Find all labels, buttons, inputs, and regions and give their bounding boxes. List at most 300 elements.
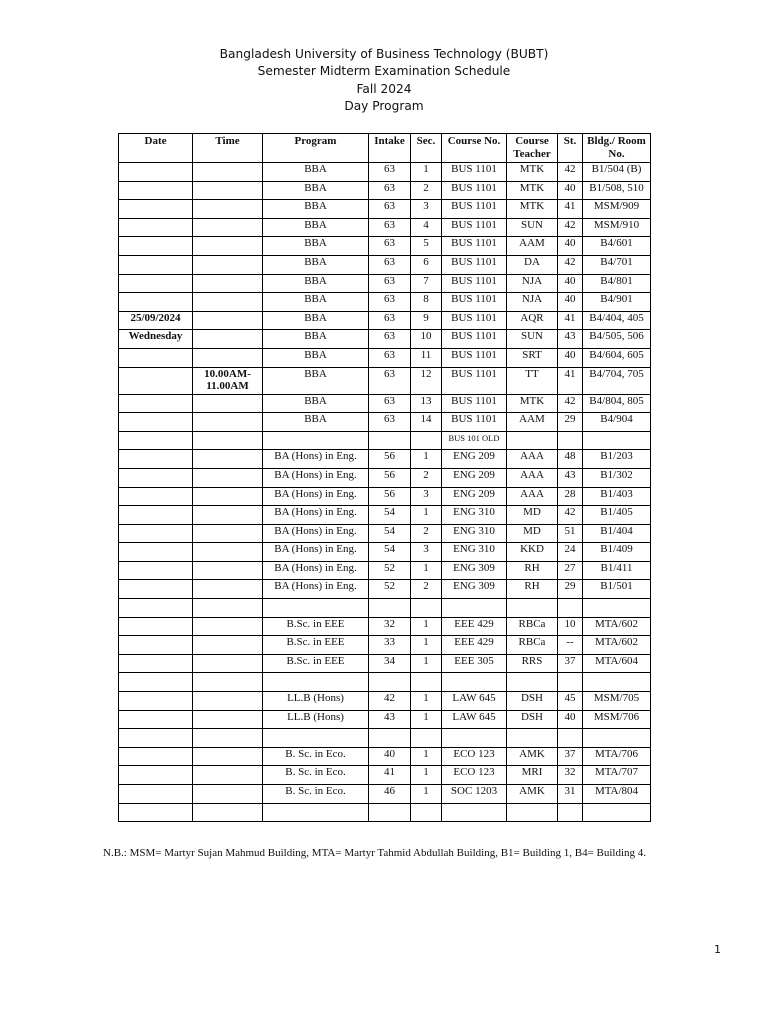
- intake-cell: 52: [369, 561, 411, 580]
- section-cell: 2: [411, 580, 442, 599]
- students-cell: 41: [558, 367, 583, 394]
- section-cell: 11: [411, 348, 442, 367]
- course-no-cell: [442, 673, 507, 692]
- room-cell: B1/409: [583, 543, 651, 562]
- column-header-intake: Intake: [369, 134, 411, 163]
- time-cell: [193, 431, 263, 450]
- course-no-cell: [442, 803, 507, 822]
- date-cell: [119, 200, 193, 219]
- room-cell: B1/411: [583, 561, 651, 580]
- teacher-cell: RBCa: [507, 636, 558, 655]
- table-row: [119, 692, 651, 711]
- intake-cell: 43: [369, 710, 411, 729]
- schedule-title: Semester Midterm Examination Schedule: [257, 64, 511, 79]
- table-header-row: [119, 134, 651, 163]
- section-cell: 4: [411, 218, 442, 237]
- date-cell: [119, 636, 193, 655]
- intake-cell: 63: [369, 255, 411, 274]
- date-cell: [119, 413, 193, 432]
- time-cell: [193, 710, 263, 729]
- time-cell: [193, 330, 263, 349]
- students-cell: 48: [558, 450, 583, 469]
- teacher-cell: SUN: [507, 218, 558, 237]
- time-cell: [193, 163, 263, 182]
- section-cell: 2: [411, 181, 442, 200]
- room-cell: B4/804, 805: [583, 394, 651, 413]
- program-cell: BA (Hons) in Eng.: [263, 580, 369, 599]
- students-cell: 37: [558, 654, 583, 673]
- room-cell: [583, 431, 651, 450]
- students-cell: 40: [558, 348, 583, 367]
- time-cell: [193, 785, 263, 804]
- room-cell: [583, 673, 651, 692]
- teacher-cell: MTK: [507, 394, 558, 413]
- students-cell: 40: [558, 710, 583, 729]
- section-cell: 14: [411, 413, 442, 432]
- students-cell: 29: [558, 413, 583, 432]
- program-cell: B. Sc. in Eco.: [263, 785, 369, 804]
- teacher-cell: SRT: [507, 348, 558, 367]
- time-cell: [193, 506, 263, 525]
- program-cell: BBA: [263, 330, 369, 349]
- intake-cell: 63: [369, 181, 411, 200]
- room-cell: B4/904: [583, 413, 651, 432]
- date-cell: [119, 293, 193, 312]
- table-row: [119, 394, 651, 413]
- teacher-cell: KKD: [507, 543, 558, 562]
- time-cell: [193, 348, 263, 367]
- date-cell: [119, 580, 193, 599]
- section-cell: 1: [411, 654, 442, 673]
- students-cell: 41: [558, 311, 583, 330]
- intake-cell: 34: [369, 654, 411, 673]
- teacher-cell: [507, 431, 558, 450]
- section-cell: 12: [411, 367, 442, 394]
- time-cell: [193, 200, 263, 219]
- students-cell: [558, 729, 583, 748]
- students-cell: 42: [558, 394, 583, 413]
- room-cell: MSM/910: [583, 218, 651, 237]
- time-cell: [193, 450, 263, 469]
- students-cell: 45: [558, 692, 583, 711]
- intake-cell: 40: [369, 747, 411, 766]
- course-no-cell: BUS 1101: [442, 293, 507, 312]
- program-cell: [263, 599, 369, 618]
- table-row: [119, 330, 651, 349]
- section-cell: 1: [411, 710, 442, 729]
- date-cell: [119, 673, 193, 692]
- program-cell: B.Sc. in EEE: [263, 636, 369, 655]
- teacher-cell: [507, 673, 558, 692]
- intake-cell: 63: [369, 274, 411, 293]
- section-cell: 3: [411, 200, 442, 219]
- section-cell: 8: [411, 293, 442, 312]
- time-cell: [193, 580, 263, 599]
- students-cell: 27: [558, 561, 583, 580]
- room-cell: MTA/706: [583, 747, 651, 766]
- intake-cell: 42: [369, 692, 411, 711]
- section-cell: 10: [411, 330, 442, 349]
- table-row: [119, 673, 651, 692]
- intake-cell: 32: [369, 617, 411, 636]
- students-cell: 10: [558, 617, 583, 636]
- time-cell: [193, 543, 263, 562]
- time-cell: [193, 747, 263, 766]
- course-no-cell: BUS 1101: [442, 348, 507, 367]
- teacher-cell: SUN: [507, 330, 558, 349]
- room-cell: B4/901: [583, 293, 651, 312]
- table-row: [119, 181, 651, 200]
- table-row: [119, 274, 651, 293]
- students-cell: 24: [558, 543, 583, 562]
- page-number: 1: [714, 943, 721, 956]
- room-cell: B1/302: [583, 468, 651, 487]
- section-cell: 2: [411, 524, 442, 543]
- time-cell: [193, 599, 263, 618]
- section-cell: 3: [411, 543, 442, 562]
- room-cell: MSM/706: [583, 710, 651, 729]
- program-cell: LL.B (Hons): [263, 692, 369, 711]
- room-cell: B1/203: [583, 450, 651, 469]
- program-cell: [263, 803, 369, 822]
- course-no-cell: [442, 729, 507, 748]
- teacher-cell: AAA: [507, 450, 558, 469]
- room-cell: B1/403: [583, 487, 651, 506]
- date-cell: [119, 747, 193, 766]
- teacher-cell: DSH: [507, 710, 558, 729]
- date-cell: [119, 487, 193, 506]
- course-no-cell: EEE 305: [442, 654, 507, 673]
- time-cell: [193, 803, 263, 822]
- section-cell: 1: [411, 766, 442, 785]
- time-cell: [193, 413, 263, 432]
- section-cell: 1: [411, 636, 442, 655]
- intake-cell: 63: [369, 367, 411, 394]
- table-row: [119, 450, 651, 469]
- date-cell: [119, 181, 193, 200]
- intake-cell: 56: [369, 487, 411, 506]
- students-cell: 43: [558, 330, 583, 349]
- semester-label: Fall 2024: [356, 81, 412, 96]
- teacher-cell: MTK: [507, 163, 558, 182]
- course-no-cell: BUS 1101: [442, 200, 507, 219]
- teacher-cell: RH: [507, 580, 558, 599]
- program-cell: BA (Hons) in Eng.: [263, 468, 369, 487]
- table-row: [119, 580, 651, 599]
- table-row: [119, 468, 651, 487]
- students-cell: 41: [558, 200, 583, 219]
- program-cell: BA (Hons) in Eng.: [263, 506, 369, 525]
- section-cell: 3: [411, 487, 442, 506]
- table-row: [119, 747, 651, 766]
- intake-cell: 56: [369, 468, 411, 487]
- table-row: [119, 561, 651, 580]
- course-no-cell: ENG 310: [442, 543, 507, 562]
- teacher-cell: NJA: [507, 274, 558, 293]
- section-cell: 7: [411, 274, 442, 293]
- intake-cell: 63: [369, 311, 411, 330]
- course-no-cell: EEE 429: [442, 636, 507, 655]
- table-row: [119, 599, 651, 618]
- date-cell: [119, 394, 193, 413]
- section-cell: 5: [411, 237, 442, 256]
- footnote: N.B.: MSM= Martyr Sujan Mahmud Building, MTA= Martyr Tahmid Abdullah Building, B1= Building 1, B4= Building 4.: [103, 847, 647, 859]
- course-no-cell: BUS 1101: [442, 218, 507, 237]
- date-cell: [119, 255, 193, 274]
- date-cell: [119, 803, 193, 822]
- table-row: [119, 506, 651, 525]
- section-cell: [411, 803, 442, 822]
- students-cell: --: [558, 636, 583, 655]
- intake-cell: [369, 599, 411, 618]
- time-cell: [193, 468, 263, 487]
- intake-cell: 41: [369, 766, 411, 785]
- date-cell: [119, 654, 193, 673]
- table-row: [119, 367, 651, 394]
- old-course-note: BUS 101 OLD: [442, 431, 507, 450]
- intake-cell: [369, 729, 411, 748]
- teacher-cell: AMK: [507, 785, 558, 804]
- teacher-cell: AAA: [507, 487, 558, 506]
- course-no-cell: ENG 310: [442, 506, 507, 525]
- course-no-cell: BUS 1101: [442, 255, 507, 274]
- teacher-cell: [507, 599, 558, 618]
- date-cell: [119, 468, 193, 487]
- course-no-cell: BUS 1101: [442, 163, 507, 182]
- time-cell: [193, 255, 263, 274]
- date-cell: [119, 348, 193, 367]
- date-cell: [119, 710, 193, 729]
- course-no-cell: LAW 645: [442, 692, 507, 711]
- table-row: [119, 218, 651, 237]
- teacher-cell: NJA: [507, 293, 558, 312]
- room-cell: MTA/602: [583, 617, 651, 636]
- course-no-cell: BUS 1101: [442, 181, 507, 200]
- course-no-cell: ENG 209: [442, 468, 507, 487]
- program-cell: BA (Hons) in Eng.: [263, 487, 369, 506]
- program-cell: [263, 673, 369, 692]
- program-cell: B.Sc. in EEE: [263, 617, 369, 636]
- room-cell: [583, 729, 651, 748]
- course-no-cell: BUS 1101: [442, 413, 507, 432]
- students-cell: [558, 673, 583, 692]
- students-cell: 42: [558, 163, 583, 182]
- room-cell: MTA/602: [583, 636, 651, 655]
- room-cell: MSM/909: [583, 200, 651, 219]
- intake-cell: 63: [369, 330, 411, 349]
- students-cell: [558, 599, 583, 618]
- students-cell: 40: [558, 237, 583, 256]
- students-cell: 37: [558, 747, 583, 766]
- date-cell: [119, 766, 193, 785]
- table-row: [119, 524, 651, 543]
- students-cell: 42: [558, 506, 583, 525]
- exam-schedule-table: [118, 133, 651, 822]
- intake-cell: 63: [369, 413, 411, 432]
- column-header-students: St.: [558, 134, 583, 163]
- date-cell: 25/09/2024: [119, 311, 193, 330]
- program-cell: [263, 729, 369, 748]
- students-cell: [558, 431, 583, 450]
- date-cell: [119, 692, 193, 711]
- room-cell: B1/405: [583, 506, 651, 525]
- section-cell: 1: [411, 617, 442, 636]
- time-cell: [193, 394, 263, 413]
- date-cell: [119, 431, 193, 450]
- time-cell: [193, 311, 263, 330]
- date-cell: [119, 524, 193, 543]
- intake-cell: [369, 673, 411, 692]
- students-cell: 29: [558, 580, 583, 599]
- course-no-cell: ENG 310: [442, 524, 507, 543]
- table-row: [119, 543, 651, 562]
- teacher-cell: MD: [507, 524, 558, 543]
- table-row: [119, 255, 651, 274]
- time-cell: [193, 729, 263, 748]
- date-cell: [119, 274, 193, 293]
- students-cell: 42: [558, 255, 583, 274]
- course-no-cell: ENG 209: [442, 487, 507, 506]
- course-no-cell: BUS 1101: [442, 311, 507, 330]
- intake-cell: 46: [369, 785, 411, 804]
- program-cell: BBA: [263, 367, 369, 394]
- program-cell: BBA: [263, 181, 369, 200]
- date-cell: [119, 561, 193, 580]
- students-cell: 32: [558, 766, 583, 785]
- document-header: [0, 46, 768, 115]
- table-row: [119, 487, 651, 506]
- course-no-cell: ECO 123: [442, 766, 507, 785]
- table-row: [119, 348, 651, 367]
- table-row: [119, 710, 651, 729]
- room-cell: B1/508, 510: [583, 181, 651, 200]
- program-cell: BBA: [263, 237, 369, 256]
- students-cell: 31: [558, 785, 583, 804]
- program-cell: BBA: [263, 163, 369, 182]
- time-cell: [193, 237, 263, 256]
- program-cell: [263, 431, 369, 450]
- teacher-cell: AAA: [507, 468, 558, 487]
- section-cell: [411, 673, 442, 692]
- program-cell: BBA: [263, 311, 369, 330]
- program-cell: B. Sc. in Eco.: [263, 747, 369, 766]
- intake-cell: 63: [369, 293, 411, 312]
- room-cell: B4/601: [583, 237, 651, 256]
- students-cell: 43: [558, 468, 583, 487]
- section-cell: [411, 431, 442, 450]
- teacher-cell: MD: [507, 506, 558, 525]
- teacher-cell: AMK: [507, 747, 558, 766]
- students-cell: 40: [558, 293, 583, 312]
- room-cell: B1/501: [583, 580, 651, 599]
- teacher-cell: RH: [507, 561, 558, 580]
- date-cell: [119, 617, 193, 636]
- teacher-cell: DSH: [507, 692, 558, 711]
- program-cell: BBA: [263, 200, 369, 219]
- program-cell: BA (Hons) in Eng.: [263, 524, 369, 543]
- program-cell: BBA: [263, 394, 369, 413]
- time-cell: [193, 274, 263, 293]
- course-no-cell: BUS 1101: [442, 394, 507, 413]
- intake-cell: 54: [369, 506, 411, 525]
- date-cell: [119, 367, 193, 394]
- intake-cell: 54: [369, 524, 411, 543]
- section-cell: 1: [411, 747, 442, 766]
- course-no-cell: BUS 1101: [442, 367, 507, 394]
- course-no-cell: BUS 1101: [442, 237, 507, 256]
- section-cell: 1: [411, 785, 442, 804]
- room-cell: MSM/705: [583, 692, 651, 711]
- teacher-cell: MTK: [507, 200, 558, 219]
- teacher-cell: AAM: [507, 413, 558, 432]
- students-cell: 42: [558, 218, 583, 237]
- time-cell: [193, 654, 263, 673]
- intake-cell: [369, 431, 411, 450]
- time-cell: [193, 487, 263, 506]
- time-cell: [193, 766, 263, 785]
- room-cell: B4/801: [583, 274, 651, 293]
- intake-cell: 63: [369, 394, 411, 413]
- course-no-cell: SOC 1203: [442, 785, 507, 804]
- program-cell: B.Sc. in EEE: [263, 654, 369, 673]
- program-cell: BBA: [263, 218, 369, 237]
- course-no-cell: ECO 123: [442, 747, 507, 766]
- teacher-cell: DA: [507, 255, 558, 274]
- room-cell: B1/504 (B): [583, 163, 651, 182]
- section-cell: 1: [411, 163, 442, 182]
- table-row: [119, 803, 651, 822]
- intake-cell: 63: [369, 237, 411, 256]
- time-cell: [193, 561, 263, 580]
- course-no-cell: [442, 599, 507, 618]
- room-cell: B1/404: [583, 524, 651, 543]
- teacher-cell: MRI: [507, 766, 558, 785]
- time-cell: 10.00AM-11.00AM: [193, 367, 263, 394]
- room-cell: B4/701: [583, 255, 651, 274]
- course-no-cell: ENG 309: [442, 561, 507, 580]
- intake-cell: 63: [369, 163, 411, 182]
- room-cell: B4/505, 506: [583, 330, 651, 349]
- date-cell: [119, 506, 193, 525]
- time-cell: [193, 692, 263, 711]
- intake-cell: 63: [369, 200, 411, 219]
- students-cell: 40: [558, 181, 583, 200]
- time-cell: [193, 181, 263, 200]
- course-no-cell: ENG 209: [442, 450, 507, 469]
- column-header-room: Bldg./ Room No.: [583, 134, 651, 163]
- teacher-cell: TT: [507, 367, 558, 394]
- time-cell: [193, 524, 263, 543]
- teacher-cell: AAM: [507, 237, 558, 256]
- date-cell: [119, 729, 193, 748]
- table-row: [119, 237, 651, 256]
- table-row: [119, 431, 651, 450]
- program-cell: BA (Hons) in Eng.: [263, 450, 369, 469]
- table-row: [119, 413, 651, 432]
- section-cell: 2: [411, 468, 442, 487]
- section-cell: 13: [411, 394, 442, 413]
- date-cell: [119, 785, 193, 804]
- room-cell: B4/704, 705: [583, 367, 651, 394]
- date-cell: [119, 218, 193, 237]
- course-no-cell: BUS 1101: [442, 330, 507, 349]
- column-header-course-no: Course No.: [442, 134, 507, 163]
- time-cell: [193, 218, 263, 237]
- room-cell: [583, 803, 651, 822]
- table-row: [119, 654, 651, 673]
- date-cell: [119, 599, 193, 618]
- students-cell: [558, 803, 583, 822]
